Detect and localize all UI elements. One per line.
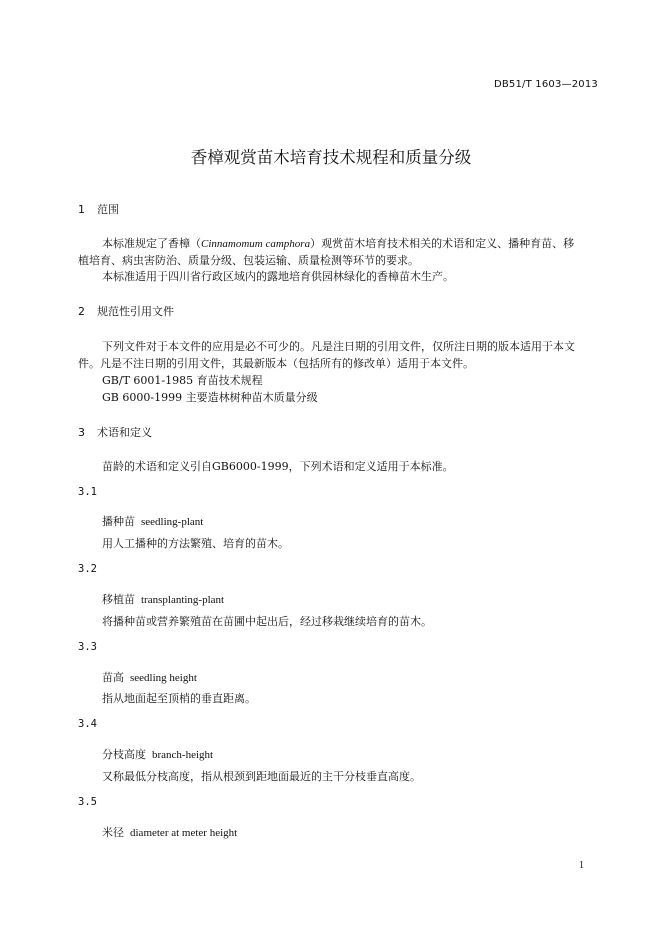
term-zh: 播种苗 (102, 515, 135, 528)
term-number: 3.2 (78, 563, 97, 575)
section-2-heading (78, 303, 174, 319)
term-en: seedling height (130, 672, 197, 684)
term-heading (102, 666, 197, 685)
term-number: 3.5 (78, 796, 97, 808)
term-definition: 又称最低分枝高度，指从根颈到距地面最近的主干分枝垂直高度。 (102, 770, 421, 783)
term-en: seedling-plant (141, 516, 204, 528)
term-zh: 移植苗 (102, 593, 135, 606)
section-1-paragraph-1-cont: 植培育、病虫害防治、质量分级、包装运输、质量检测等环节的要求。 (78, 254, 419, 267)
section-number: 2 (78, 305, 85, 318)
reference-1: GB/T 6001-1985 育苗技术规程 (102, 374, 263, 387)
section-3-heading (78, 424, 152, 440)
term-heading (102, 588, 224, 607)
text-run: 本标准规定了香樟（ (102, 237, 201, 250)
section-1-paragraph-1 (102, 235, 574, 251)
section-2-paragraph-1: 下列文件对于本文件的应用是必不可少的。凡是注日期的引用文件，仅所注日期的版本适用于本文 (102, 340, 575, 353)
term-heading (102, 510, 203, 529)
term-heading (102, 743, 213, 762)
term-en: diameter at meter height (130, 827, 238, 839)
latin-name: Cinnamomum camphora (201, 238, 311, 250)
term-en: branch-height (152, 749, 214, 761)
section-title: 术语和定义 (97, 426, 152, 439)
section-number: 1 (78, 203, 85, 216)
section-title: 范围 (97, 203, 119, 216)
document-title: 香樟观赏苗木培育技术规程和质量分级 (190, 148, 472, 167)
text-run: ）观赏苗木培育技术相关的术语和定义、播种育苗、移 (310, 237, 575, 250)
section-1-heading (78, 201, 119, 217)
term-zh: 米径 (102, 826, 124, 839)
term-zh: 分枝高度 (102, 748, 146, 761)
section-3-intro: 苗龄的术语和定义引自GB6000-1999，下列术语和定义适用于本标准。 (102, 460, 454, 473)
term-heading (102, 821, 237, 840)
term-zh: 苗高 (102, 671, 124, 684)
term-definition: 将播种苗或营养繁殖苗在苗圃中起出后，经过移栽继续培育的苗木。 (102, 615, 432, 628)
term-number: 3.3 (78, 641, 97, 653)
term-definition: 用人工播种的方法繁殖、培育的苗木。 (102, 537, 289, 550)
term-number: 3.1 (78, 486, 97, 498)
section-1-paragraph-2: 本标准适用于四川省行政区域内的露地培育供园林绿化的香樟苗木生产。 (102, 270, 454, 283)
page-number: 1 (579, 860, 584, 871)
reference-2: GB 6000-1999 主要造林树种苗木质量分级 (102, 391, 318, 404)
term-number: 3.4 (78, 718, 97, 730)
standard-code: DB51/T 1603—2013 (493, 79, 598, 90)
term-definition: 指从地面起至顶梢的垂直距离。 (102, 692, 256, 705)
section-number: 3 (78, 426, 85, 439)
term-en: transplanting-plant (141, 594, 225, 606)
section-2-paragraph-1-cont: 件。凡是不注日期的引用文件，其最新版本（包括所有的修改单）适用于本文件。 (78, 357, 474, 370)
section-title: 规范性引用文件 (97, 305, 174, 318)
